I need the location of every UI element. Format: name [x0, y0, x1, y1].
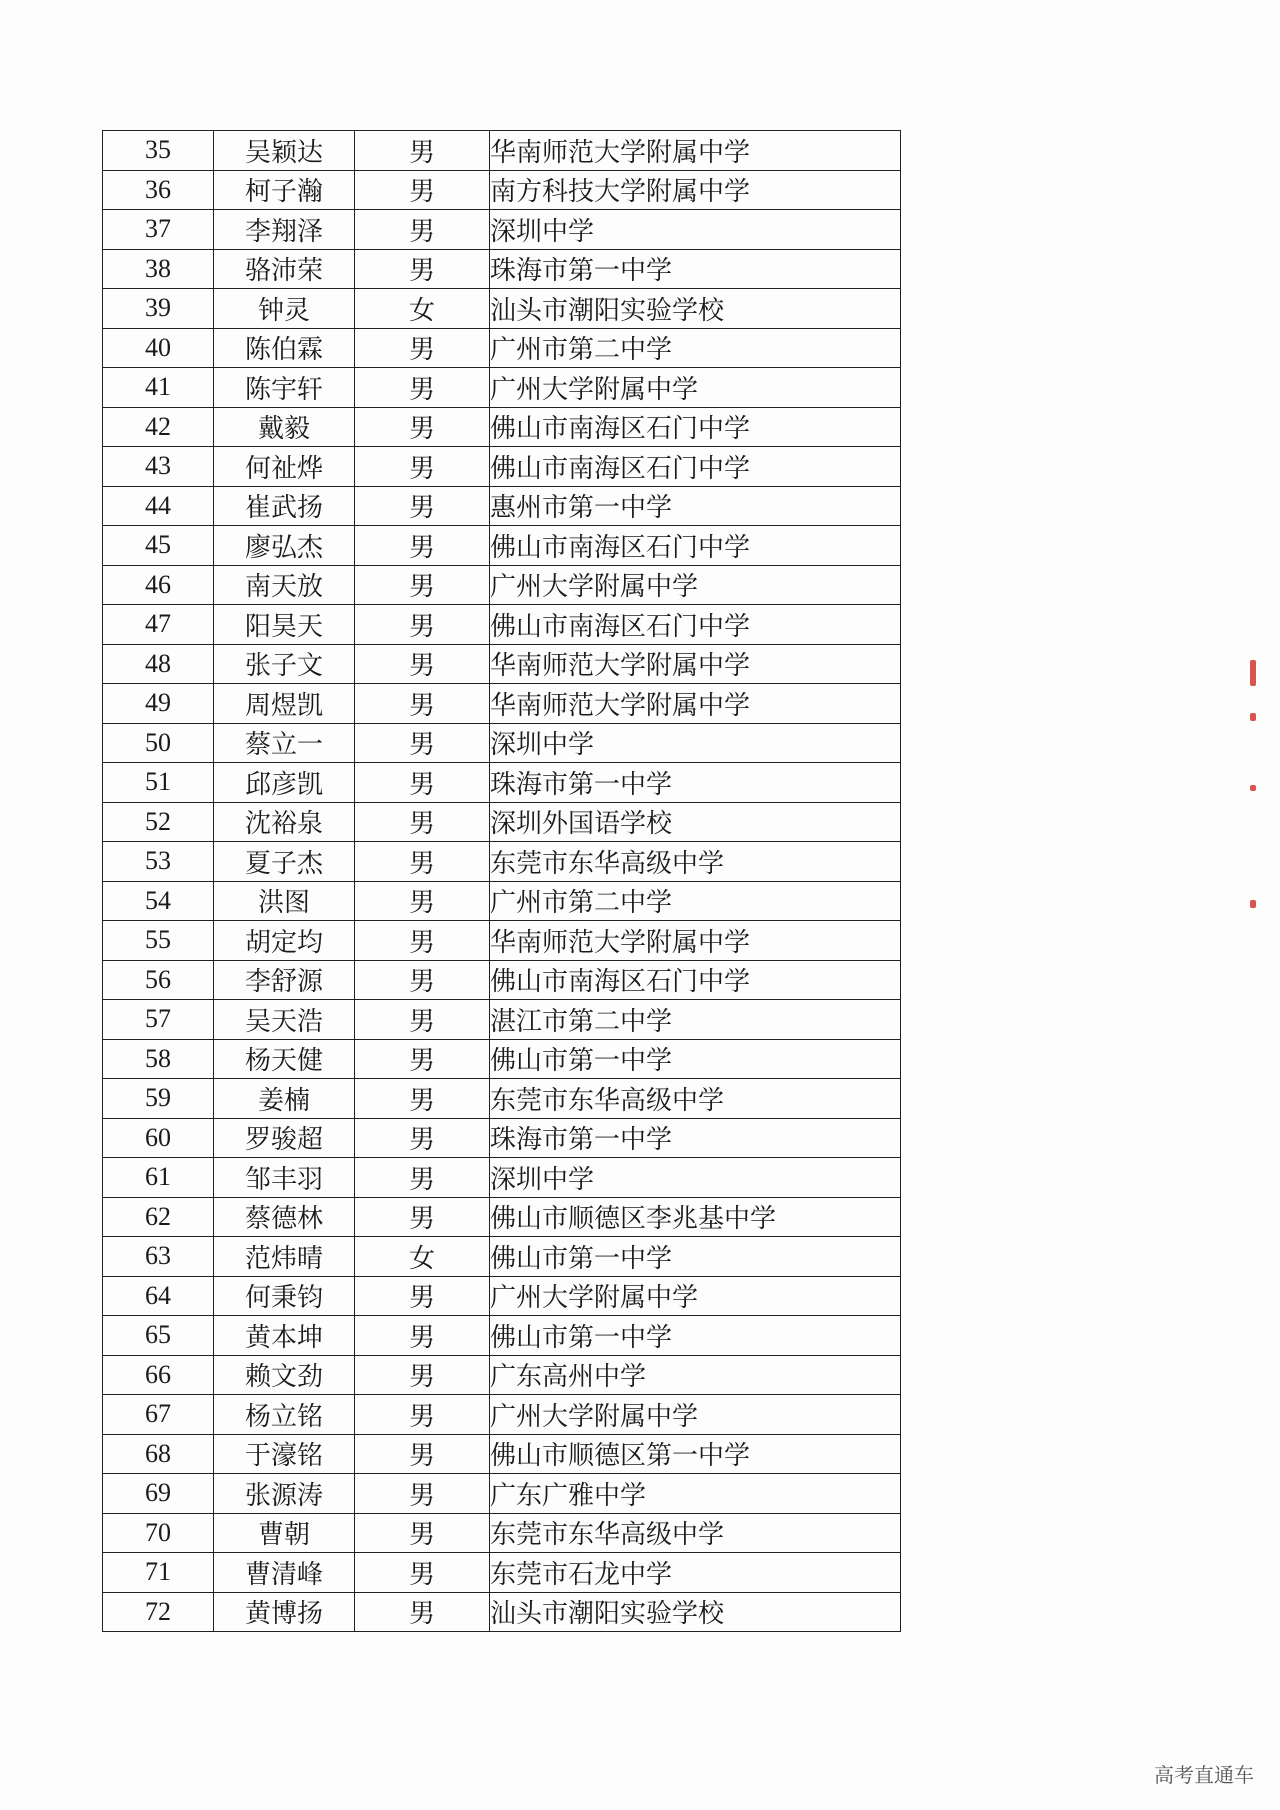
table-row — [103, 1118, 901, 1158]
student-school: 湛江市第二中学 — [490, 1000, 901, 1040]
row-number: 43 — [103, 447, 214, 487]
table-row — [103, 763, 901, 803]
student-name: 黄博扬 — [214, 1592, 355, 1632]
table-row — [103, 1355, 901, 1395]
row-number: 63 — [103, 1237, 214, 1277]
row-number: 41 — [103, 368, 214, 408]
student-school: 佛山市南海区石门中学 — [490, 447, 901, 487]
student-name: 邱彦凯 — [214, 763, 355, 803]
edge-mark-3 — [1250, 785, 1256, 791]
table-row — [103, 960, 901, 1000]
student-name: 黄本坤 — [214, 1316, 355, 1356]
row-number: 70 — [103, 1513, 214, 1553]
student-school: 东莞市东华高级中学 — [490, 842, 901, 882]
student-name: 夏子杰 — [214, 842, 355, 882]
student-name: 蔡立一 — [214, 723, 355, 763]
student-school: 佛山市南海区石门中学 — [490, 407, 901, 447]
row-number: 37 — [103, 210, 214, 250]
table-row — [103, 1000, 901, 1040]
student-school: 东莞市东华高级中学 — [490, 1079, 901, 1119]
student-gender: 男 — [355, 407, 490, 447]
student-school: 珠海市第一中学 — [490, 1118, 901, 1158]
row-number: 36 — [103, 170, 214, 210]
table-row — [103, 842, 901, 882]
table-row — [103, 289, 901, 329]
table-row — [103, 644, 901, 684]
student-school: 广州大学附属中学 — [490, 565, 901, 605]
student-school: 深圳中学 — [490, 210, 901, 250]
table-row — [103, 1513, 901, 1553]
student-gender: 男 — [355, 881, 490, 921]
row-number: 50 — [103, 723, 214, 763]
student-gender: 男 — [355, 131, 490, 171]
student-name: 曹朝 — [214, 1513, 355, 1553]
row-number: 51 — [103, 763, 214, 803]
student-name: 张子文 — [214, 644, 355, 684]
student-gender: 男 — [355, 723, 490, 763]
student-gender: 男 — [355, 1316, 490, 1356]
student-name: 何祉烨 — [214, 447, 355, 487]
table-row — [103, 1039, 901, 1079]
student-gender: 男 — [355, 249, 490, 289]
student-gender: 男 — [355, 1118, 490, 1158]
student-gender: 男 — [355, 368, 490, 408]
edge-mark-1 — [1250, 660, 1256, 686]
table-row — [103, 684, 901, 724]
student-gender: 男 — [355, 1355, 490, 1395]
table-row — [103, 1434, 901, 1474]
edge-mark-2 — [1250, 713, 1256, 721]
student-name: 杨天健 — [214, 1039, 355, 1079]
student-gender: 男 — [355, 842, 490, 882]
student-school: 东莞市石龙中学 — [490, 1553, 901, 1593]
student-name: 廖弘杰 — [214, 526, 355, 566]
table-row — [103, 131, 901, 171]
student-school: 佛山市第一中学 — [490, 1039, 901, 1079]
student-name: 赖文劲 — [214, 1355, 355, 1395]
student-name: 骆沛荣 — [214, 249, 355, 289]
row-number: 47 — [103, 605, 214, 645]
student-name: 邹丰羽 — [214, 1158, 355, 1198]
student-gender: 男 — [355, 1158, 490, 1198]
table-row — [103, 565, 901, 605]
student-name: 杨立铭 — [214, 1395, 355, 1435]
student-name: 吴颖达 — [214, 131, 355, 171]
table-row — [103, 605, 901, 645]
table-row — [103, 723, 901, 763]
table-row — [103, 368, 901, 408]
student-name: 陈宇轩 — [214, 368, 355, 408]
student-school: 佛山市顺德区李兆基中学 — [490, 1197, 901, 1237]
student-gender: 男 — [355, 1079, 490, 1119]
student-school: 珠海市第一中学 — [490, 763, 901, 803]
student-name: 南天放 — [214, 565, 355, 605]
student-gender: 男 — [355, 1039, 490, 1079]
student-gender: 男 — [355, 1197, 490, 1237]
student-gender: 男 — [355, 1553, 490, 1593]
row-number: 68 — [103, 1434, 214, 1474]
table-row — [103, 170, 901, 210]
row-number: 44 — [103, 486, 214, 526]
student-school: 南方科技大学附属中学 — [490, 170, 901, 210]
student-school: 佛山市南海区石门中学 — [490, 605, 901, 645]
student-gender: 女 — [355, 1237, 490, 1277]
row-number: 69 — [103, 1474, 214, 1514]
student-school: 华南师范大学附属中学 — [490, 131, 901, 171]
table-row — [103, 1592, 901, 1632]
student-name: 何秉钧 — [214, 1276, 355, 1316]
row-number: 52 — [103, 802, 214, 842]
student-school: 佛山市顺德区第一中学 — [490, 1434, 901, 1474]
student-school: 深圳中学 — [490, 723, 901, 763]
table-row — [103, 249, 901, 289]
student-roster-table — [102, 130, 901, 1632]
row-number: 66 — [103, 1355, 214, 1395]
student-name: 周煜凯 — [214, 684, 355, 724]
student-gender: 男 — [355, 1000, 490, 1040]
row-number: 59 — [103, 1079, 214, 1119]
row-number: 71 — [103, 1553, 214, 1593]
student-name: 陈伯霖 — [214, 328, 355, 368]
row-number: 64 — [103, 1276, 214, 1316]
table-row — [103, 802, 901, 842]
student-gender: 男 — [355, 1513, 490, 1553]
row-number: 55 — [103, 921, 214, 961]
student-school: 珠海市第一中学 — [490, 249, 901, 289]
table-row — [103, 1553, 901, 1593]
row-number: 54 — [103, 881, 214, 921]
row-number: 58 — [103, 1039, 214, 1079]
student-school: 广东高州中学 — [490, 1355, 901, 1395]
student-school: 华南师范大学附属中学 — [490, 684, 901, 724]
student-school: 华南师范大学附属中学 — [490, 921, 901, 961]
student-name: 柯子瀚 — [214, 170, 355, 210]
row-number: 40 — [103, 328, 214, 368]
student-school: 汕头市潮阳实验学校 — [490, 289, 901, 329]
student-gender: 男 — [355, 170, 490, 210]
table-row — [103, 1316, 901, 1356]
row-number: 38 — [103, 249, 214, 289]
row-number: 53 — [103, 842, 214, 882]
student-gender: 男 — [355, 210, 490, 250]
student-gender: 男 — [355, 526, 490, 566]
student-school: 佛山市第一中学 — [490, 1237, 901, 1277]
student-school: 汕头市潮阳实验学校 — [490, 1592, 901, 1632]
student-name: 张源涛 — [214, 1474, 355, 1514]
student-gender: 男 — [355, 486, 490, 526]
student-school: 佛山市第一中学 — [490, 1316, 901, 1356]
table-row — [103, 526, 901, 566]
student-gender: 男 — [355, 802, 490, 842]
table-row — [103, 1197, 901, 1237]
table-row — [103, 881, 901, 921]
row-number: 56 — [103, 960, 214, 1000]
row-number: 65 — [103, 1316, 214, 1356]
student-school: 佛山市南海区石门中学 — [490, 960, 901, 1000]
student-school: 深圳中学 — [490, 1158, 901, 1198]
student-name: 罗骏超 — [214, 1118, 355, 1158]
table-row — [103, 1276, 901, 1316]
student-school: 广州大学附属中学 — [490, 1395, 901, 1435]
student-school: 广州市第二中学 — [490, 328, 901, 368]
student-name: 李舒源 — [214, 960, 355, 1000]
student-gender: 男 — [355, 1592, 490, 1632]
student-name: 戴毅 — [214, 407, 355, 447]
table-row — [103, 447, 901, 487]
student-gender: 男 — [355, 565, 490, 605]
student-name: 于濠铭 — [214, 1434, 355, 1474]
table-row — [103, 1395, 901, 1435]
watermark-text: 高考直通车 — [1154, 1763, 1254, 1787]
student-gender: 男 — [355, 605, 490, 645]
row-number: 49 — [103, 684, 214, 724]
student-gender: 男 — [355, 921, 490, 961]
row-number: 35 — [103, 131, 214, 171]
edge-mark-4 — [1250, 900, 1256, 908]
student-gender: 男 — [355, 328, 490, 368]
student-gender: 男 — [355, 447, 490, 487]
student-gender: 男 — [355, 684, 490, 724]
student-gender: 男 — [355, 960, 490, 1000]
student-name: 姜楠 — [214, 1079, 355, 1119]
table-row — [103, 1158, 901, 1198]
table-row — [103, 210, 901, 250]
student-name: 钟灵 — [214, 289, 355, 329]
student-school: 深圳外国语学校 — [490, 802, 901, 842]
student-name: 吴天浩 — [214, 1000, 355, 1040]
student-name: 阳昊天 — [214, 605, 355, 645]
table-row — [103, 486, 901, 526]
table-row — [103, 328, 901, 368]
student-school: 广东广雅中学 — [490, 1474, 901, 1514]
roster-body — [103, 131, 901, 1632]
row-number: 45 — [103, 526, 214, 566]
student-name: 洪图 — [214, 881, 355, 921]
table-row — [103, 1079, 901, 1119]
student-name: 李翔泽 — [214, 210, 355, 250]
student-gender: 男 — [355, 1434, 490, 1474]
row-number: 46 — [103, 565, 214, 605]
row-number: 57 — [103, 1000, 214, 1040]
row-number: 48 — [103, 644, 214, 684]
student-gender: 男 — [355, 763, 490, 803]
row-number: 62 — [103, 1197, 214, 1237]
table-row — [103, 921, 901, 961]
row-number: 61 — [103, 1158, 214, 1198]
row-number: 60 — [103, 1118, 214, 1158]
student-school: 广州大学附属中学 — [490, 368, 901, 408]
student-school: 惠州市第一中学 — [490, 486, 901, 526]
student-name: 曹清峰 — [214, 1553, 355, 1593]
row-number: 39 — [103, 289, 214, 329]
table-row — [103, 1237, 901, 1277]
student-gender: 男 — [355, 644, 490, 684]
student-gender: 女 — [355, 289, 490, 329]
student-name: 胡定均 — [214, 921, 355, 961]
table-row — [103, 1474, 901, 1514]
student-school: 佛山市南海区石门中学 — [490, 526, 901, 566]
student-gender: 男 — [355, 1276, 490, 1316]
student-gender: 男 — [355, 1395, 490, 1435]
row-number: 67 — [103, 1395, 214, 1435]
student-gender: 男 — [355, 1474, 490, 1514]
student-school: 广州大学附属中学 — [490, 1276, 901, 1316]
table-row — [103, 407, 901, 447]
student-name: 崔武扬 — [214, 486, 355, 526]
student-name: 沈裕泉 — [214, 802, 355, 842]
row-number: 42 — [103, 407, 214, 447]
student-name: 范炜晴 — [214, 1237, 355, 1277]
student-school: 广州市第二中学 — [490, 881, 901, 921]
student-name: 蔡德林 — [214, 1197, 355, 1237]
student-school: 东莞市东华高级中学 — [490, 1513, 901, 1553]
row-number: 72 — [103, 1592, 214, 1632]
student-school: 华南师范大学附属中学 — [490, 644, 901, 684]
